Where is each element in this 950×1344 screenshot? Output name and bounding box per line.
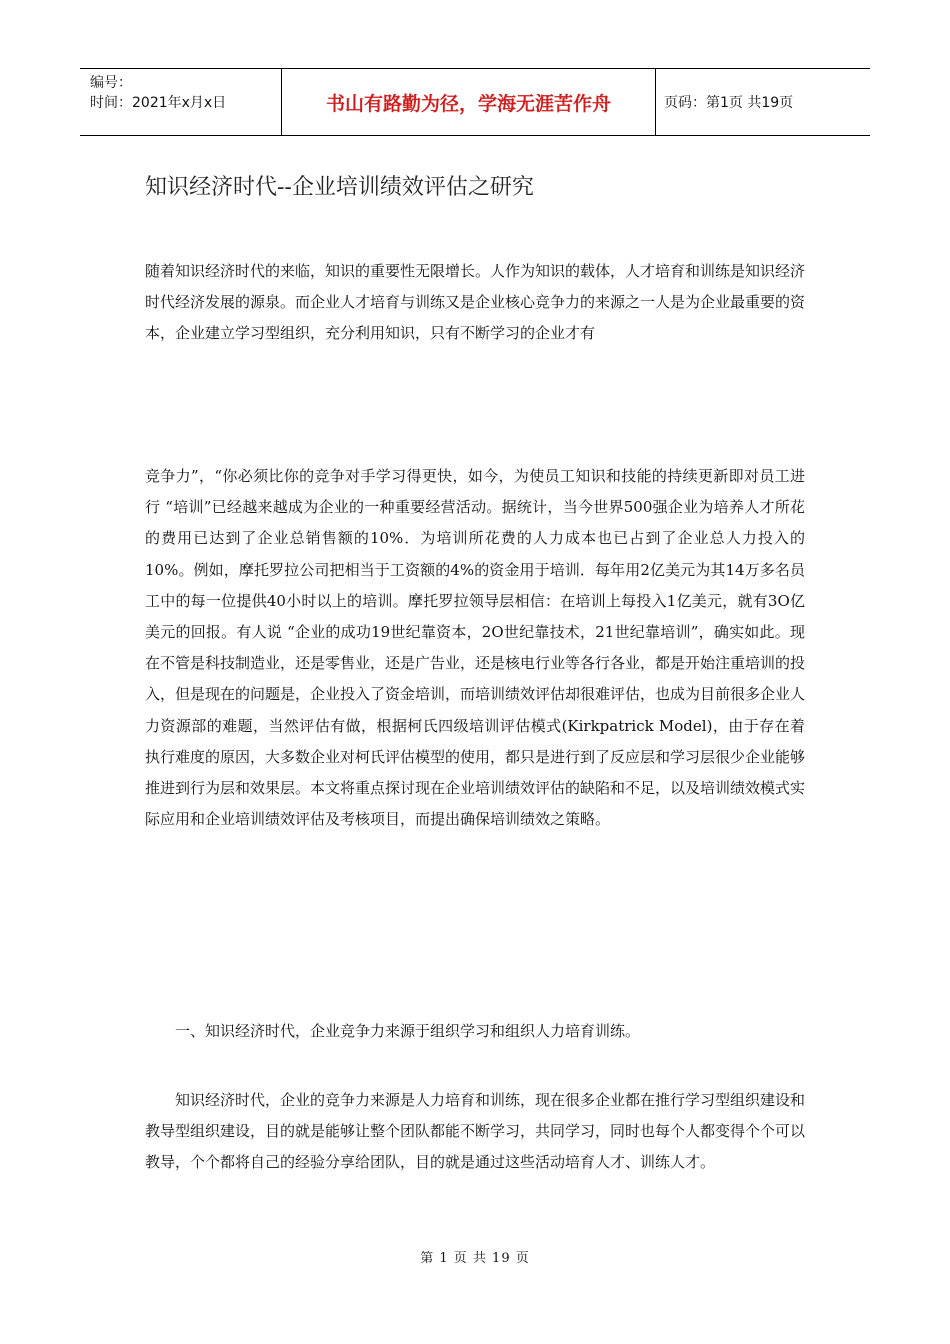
paragraph-intro: 随着知识经济时代的来临，知识的重要性无限增长。人作为知识的载体，人才培育和训练是知识经济时代经济发展的源泉。而企业人才培育与训练又是企业核心竞争力的来源之一人是为企业最重要的资本，企业建立学习型组织，充分利用知识，只有不断学习的企业才有 — [145, 262, 806, 343]
paragraph-section-1: 知识经济时代，企业的竞争力来源是人力培育和训练，现在很多企业都在推行学习型组织建设和教导型组织建设，目的就是能够让整个团队都能不断学习，共同学习，同时也每个人都变得个个可以教导，个个都将自己的经验分享给团队，目的就是通过这些活动培育人才、训练人才。 — [145, 1091, 806, 1171]
motto-text: 书山有路勤为径，学海无涯苦作舟 — [325, 92, 611, 115]
section-heading-1: 一、知识经济时代，企业竞争力来源于组织学习和组织人力培育训练。 — [175, 1022, 641, 1040]
header-table — [80, 68, 870, 136]
page-footer: 第 1 页 共 19 页 — [420, 1251, 530, 1266]
document-title: 知识经济时代--企业培训绩效评估之研究 — [145, 175, 534, 200]
header-page-cell — [656, 69, 870, 135]
date-label: 时间：2021年x月x日 — [90, 95, 227, 111]
doc-number-label: 编号： — [90, 75, 132, 91]
header-motto-cell — [282, 69, 656, 135]
header-info-cell — [80, 69, 282, 135]
paragraph-competitiveness: 竞争力”，“你必须比你的竞争对手学习得更快，如今，为使员工知识和技能的持续更新即对员工进行 “培训”已经越来越成为企业的一种重要经营活动。据统计，当今世界500强企业为培养人才所花的费用已达到了企业总销售额的10%．为培训所花费的人力成本也已占到了企业总人力投入的10%。例如，摩托罗拉公司把相当于工资额的4%的资金用于培训．每年用2亿美元为其14万多名员工中的每一位提供40小时以上的培训。摩托罗拉领导层相信：在培训上每投入1亿美元，就有3O亿美元的回报。有人说 “企业的成功19世纪靠资本，2O世纪靠技术，21世纪靠培训”，确实如此。现在不管是科技制造业，还是零售业，还是广告业，还是核电行业等各行各业，都是开始注重培训的投入，但是现在的问题是，企业投入了资金培训，而培训绩效评估却很难评估，也成为目前很多企业人力资源部的难题，当然评估有做，根据柯氏四级培训评估模式(Kirkpatrick Model)，由于存在着执行难度的原因，大多数企业对柯氏评估模型的使用，都只是进行到了反应层和学习层很少企业能够推进到行为层和效果层。本文将重点探讨现在企业培训绩效评估的缺陷和不足，以及培训绩效模式实际应用和企业培训绩效评估及考核项目，而提出确保培训绩效之策略。 — [145, 467, 806, 829]
page-info: 页码：第1页 共19页 — [664, 95, 794, 111]
